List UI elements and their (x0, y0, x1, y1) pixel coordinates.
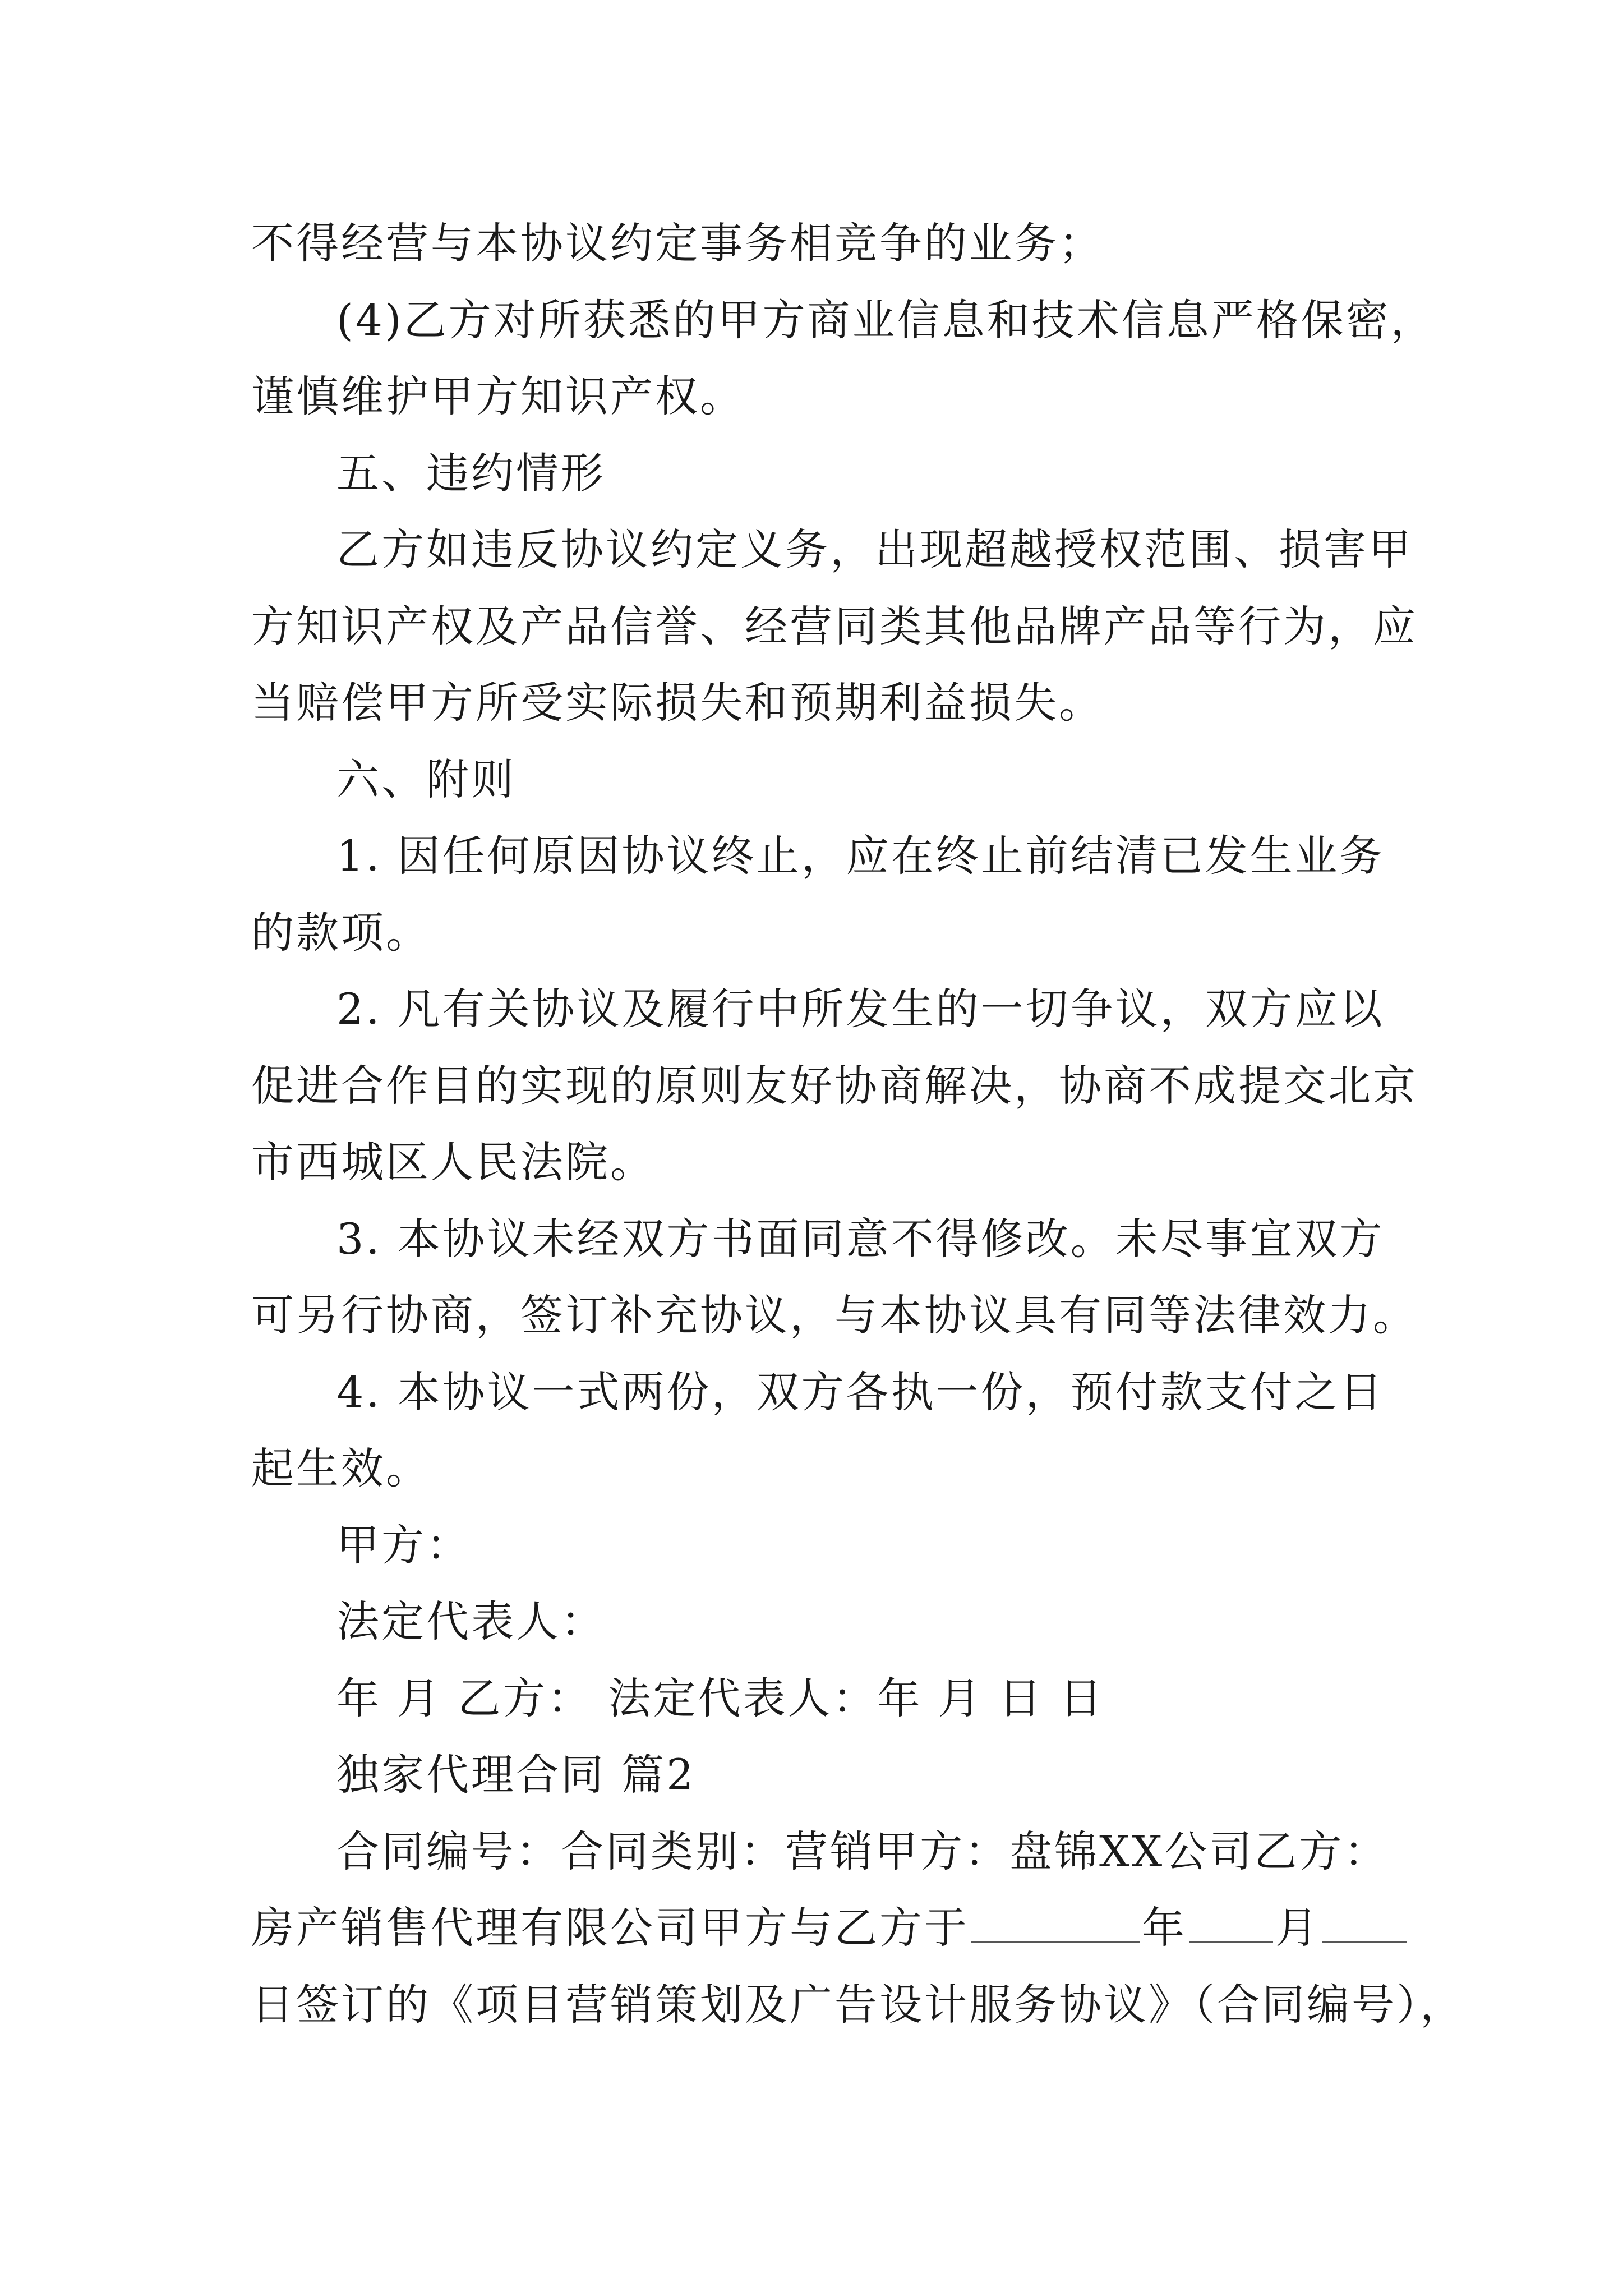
paragraph-line: 可另行协商，签订补充协议，与本协议具有同等法律效力。 (251, 1290, 1418, 1340)
day-blank (1322, 1898, 1407, 1943)
paragraph-line: 1. 因任何原因协议终止，应在终止前结清已发生业务 (336, 831, 1385, 881)
paragraph-line: 不得经营与本协议约定事务相竞争的业务； (251, 218, 1104, 268)
paragraph-line: 市西城区人民法院。 (251, 1137, 655, 1187)
paragraph-line: 方知识产权及产品信誉、经营同类其他品牌产品等行为，应 (251, 601, 1418, 651)
paragraph-line: 2. 凡有关协议及履行中所发生的一切争议，双方应以 (336, 984, 1385, 1034)
paragraph-line: 3. 本协议未经双方书面同意不得修改。未尽事宜双方 (336, 1213, 1385, 1264)
paragraph-line: 促进合作目的实现的原则友好协商解决，协商不成提交北京 (251, 1060, 1418, 1111)
month-blank (1189, 1898, 1273, 1943)
paragraph-line: 谨慎维护甲方知识产权。 (251, 371, 745, 421)
paragraph-line: 日签订的《项目营销策划及广告设计服务协议》（合同编号）， (251, 1979, 1465, 2030)
document-body (251, 205, 1465, 2043)
year-blank (971, 1898, 1140, 1943)
paragraph-line: (4)乙方对所获悉的甲方商业信息和技术信息严格保密， (336, 295, 1436, 345)
year-label: 年 (1142, 1903, 1187, 1953)
paragraph-line: 的款项。 (251, 907, 431, 958)
date-line-prefix: 房产销售代理有限公司甲方与乙方于 (251, 1903, 969, 1953)
paragraph-line: 当赔偿甲方所受实际损失和预期利益损失。 (251, 678, 1104, 728)
paragraph-line: 乙方如违反协议约定义务，出现超越授权范围、损害甲 (336, 524, 1413, 574)
signature-date-line: 年 月 乙方： 法定代表人：年 月 日 日 (336, 1673, 1104, 1723)
section-heading: 五、违约情形 (336, 448, 606, 498)
contract-header-line: 合同编号：合同类别：营销甲方：盘锦XX公司乙方： (336, 1826, 1389, 1876)
signature-legal-rep: 法定代表人： (336, 1596, 606, 1646)
section-heading: 六、附则 (336, 754, 516, 804)
contract-date-line (251, 1890, 1429, 1967)
paragraph-line: 起生效。 (251, 1443, 431, 1493)
signature-party-a: 甲方： (336, 1520, 471, 1570)
contract-title: 独家代理合同 篇2 (336, 1750, 696, 1800)
month-label: 月 (1275, 1903, 1320, 1953)
paragraph-line: 4. 本协议一式两份，双方各执一份，预付款支付之日 (336, 1366, 1385, 1417)
